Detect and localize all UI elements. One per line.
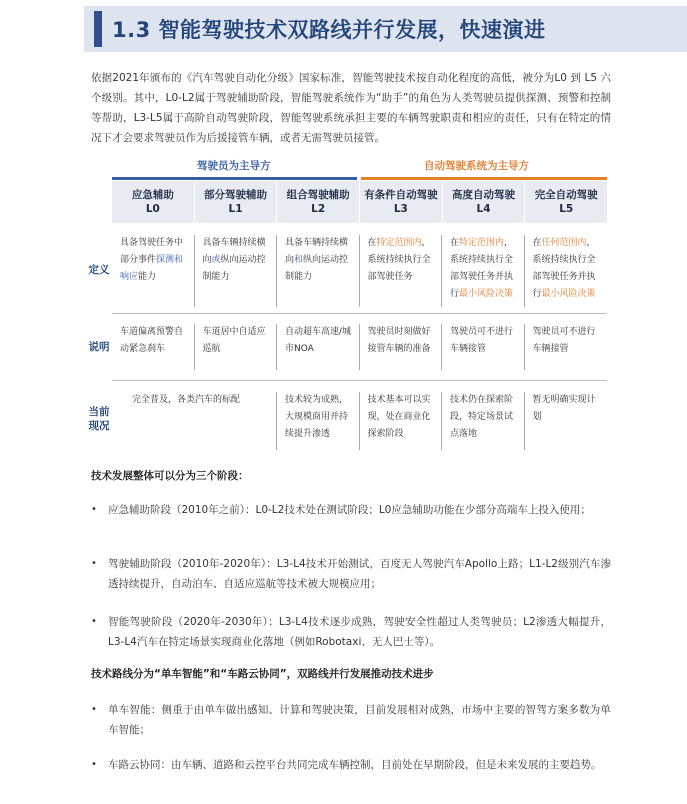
stage-item: • 驾驶辅助阶段（2010年-2020年）：L3-L4技术开始测试，百度无人驾驶汽车Apollo上路；L1-L2级别汽车渗透持续提升，自动泊车、自适应巡航等技术被大规模应用； (91, 558, 611, 590)
status-l0-l1: 完全普及，各类汽车的标配 (112, 392, 277, 450)
explanation-l5: 驾驶员可不进行车辆接管 (532, 327, 596, 354)
stages-heading: 技术发展整体可以分为三个阶段： (91, 470, 249, 482)
level-header-l1: 部分驾驶辅助 L1 (195, 181, 278, 223)
intro-paragraph: 依据2021年颁布的《汽车驾驶自动化分级》国家标准，智能驾驶技术按自动化程度的高低，被分为L0 到 L5 六个级别。其中，L0-L2属于驾驶辅助阶段，智能驾驶系统作为“助手”的角色为人类驾驶员提供探测、预警和控制等帮助，L3-L5属于高阶自动驾驶阶段，智能驾驶系统承担主要的车辆驾驶职责和相应的责任，只有在特定的情况下才会要求驾驶员作为后援接管车辆，或者无需驾驶员接管。 (91, 72, 611, 144)
stage-item: • 应急辅助阶段（2010年之前）：L0-L2技术处在测试阶段；L0应急辅助功能在少部分高端车上投入使用； (91, 504, 591, 516)
level-header-l2: 组合驾驶辅助 L2 (277, 181, 360, 223)
status-l5: 暂无明确实现计划 (532, 395, 596, 422)
explanation-l1: 车道居中自适应巡航 (195, 324, 278, 370)
level-header-l3: 有条件自动驾驶 L3 (360, 181, 443, 223)
level-header-row (112, 181, 607, 223)
row-label-definition: 定义 (88, 264, 110, 276)
definition-l0: 具备驾驶任务中部分事件探测和响应能力 (112, 235, 195, 307)
status-l4: 技术仍在探索阶段，特定场景试点落地 (442, 392, 525, 450)
definition-l5: 在任何范围内，系统持续执行全部驾驶任务并执行最小风险决策 (532, 238, 596, 299)
definition-l4: 在特定范围内，系统持续执行全部驾驶任务并执行最小风险决策 (442, 235, 525, 307)
driver-led-line (112, 177, 357, 180)
table-divider (112, 380, 607, 381)
status-row (112, 392, 607, 450)
route-item: • 单车智能：侧重于由单车做出感知、计算和驾驶决策，目前发展相对成熟，市场中主要的智驾方案多数为单车智能； (91, 704, 611, 736)
title-accent-bar (94, 11, 102, 47)
table-divider (112, 313, 607, 314)
system-led-line (361, 177, 607, 180)
routes-heading: 技术路线分为“单车智能”和“车路云协同”，双路线并行发展推动技术进步 (91, 668, 434, 680)
page-title: 1.3 智能驾驶技术双路线并行发展，快速演进 (112, 18, 546, 42)
route-item: • 车路云协同：由车辆、道路和云控平台共同完成车辆控制，目前处在早期阶段，但是未来发展的主要趋势。 (91, 759, 602, 771)
system-led-label: 自动驾驶系统为主导方 (424, 160, 529, 172)
explanation-l3: 驾驶员时刻做好接管车辆的准备 (360, 324, 443, 370)
level-header-l4: 高度自动驾驶 L4 (443, 181, 526, 223)
explanation-row (112, 324, 607, 370)
row-label-status: 当前 现况 (88, 406, 110, 432)
definition-l1: 具备车辆持续横向或纵向运动控制能力 (195, 235, 278, 307)
definition-l3: 在特定范围内，系统持续执行全部驾驶任务 (360, 235, 443, 307)
definition-row (112, 235, 607, 307)
stage-item: • 智能驾驶阶段（2020年-2030年）：L3-L4技术逐步成熟，驾驶安全性超过人类驾驶员；L2渗透大幅提升，L3-L4汽车在特定场景实现商业化落地（例如Robotaxi、无人巴士等）。 (91, 616, 611, 648)
explanation-l4: 驾驶员可不进行车辆接管 (442, 324, 525, 370)
explanation-l0: 车道偏离预警自动紧急刹车 (112, 324, 195, 370)
status-l2: 技术较为成熟，大规模商用并持续提升渗透 (277, 392, 360, 450)
status-l3: 技术基本可以实现，处在商业化探索阶段 (360, 392, 443, 450)
level-header-l5: 完全自动驾驶 L5 (525, 181, 607, 223)
row-label-explanation: 说明 (88, 341, 110, 353)
level-header-l0: 应急辅助 L0 (112, 181, 195, 223)
explanation-l2: 自动超车高速/城市NOA (277, 324, 360, 370)
definition-l2: 具备车辆持续横向和纵向运动控制能力 (277, 235, 360, 307)
driver-led-label: 驾驶员为主导方 (197, 160, 271, 172)
title-bar (84, 6, 687, 52)
